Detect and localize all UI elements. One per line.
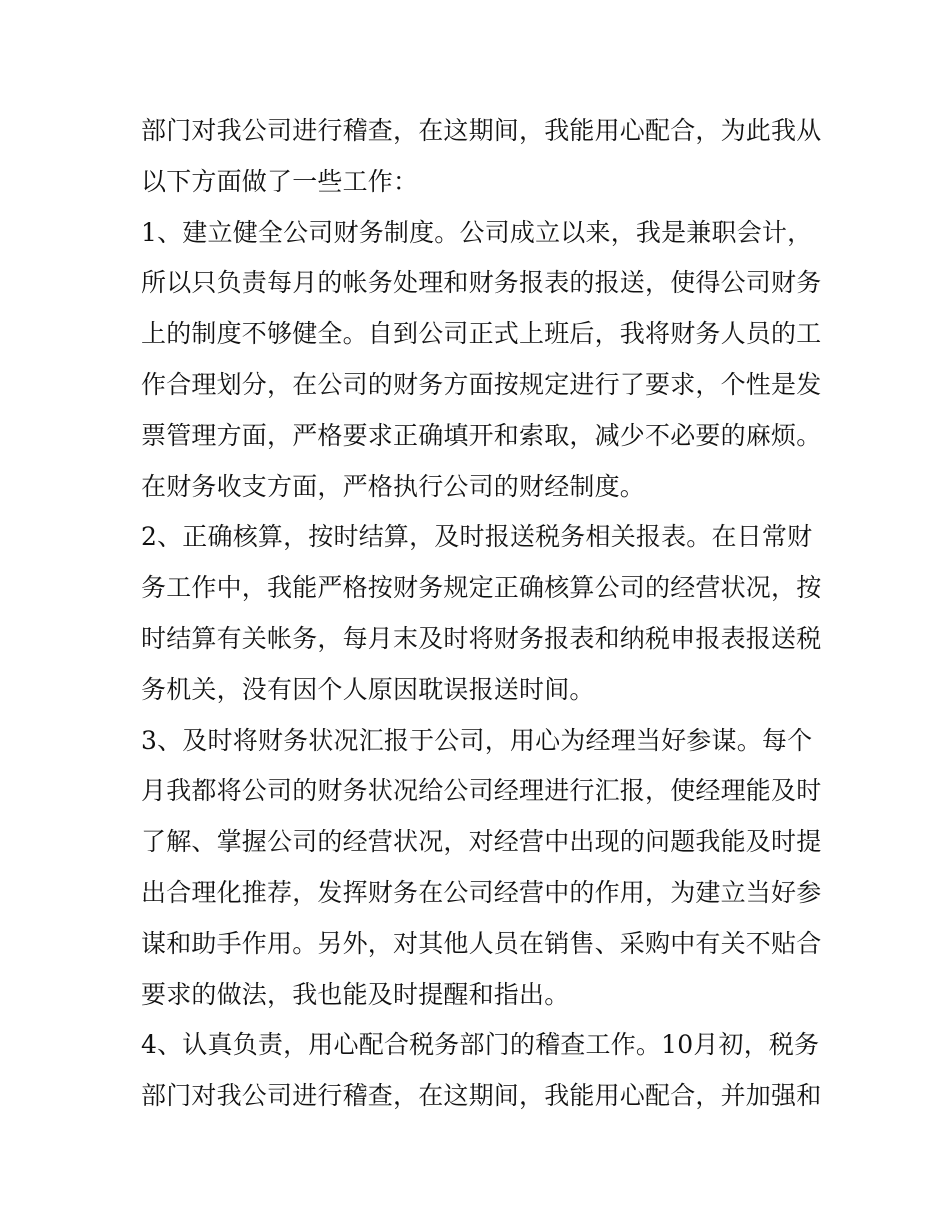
text-line: 月我都将公司的财务状况给公司经理进行汇报，使经理能及时 xyxy=(141,776,822,806)
text-line: 3、及时将财务状况汇报于公司，用心为经理当好参谋。每个 xyxy=(141,725,813,755)
document-body xyxy=(141,106,821,1122)
text-line: 作合理划分，在公司的财务方面按规定进行了要求，个性是发 xyxy=(141,369,822,399)
text-line: 部门对我公司进行稽查，在这期间，我能用心配合，为此我从 xyxy=(141,116,822,145)
text-line: 谋和助手作用。另外，对其他人员在销售、采购中有关不贴合 xyxy=(141,928,822,958)
text-line: 部门对我公司进行稽查，在这期间，我能用心配合，并加强和 xyxy=(141,1081,822,1111)
text-line: 时结算有关帐务，每月末及时将财务报表和纳税申报表报送税 xyxy=(141,623,822,653)
text-line: 要求的做法，我也能及时提醒和指出。 xyxy=(141,979,570,1009)
text-line: 1、建立健全公司财务制度。公司成立以来，我是兼职会计， xyxy=(141,217,813,247)
text-line: 了解、掌握公司的经营状况，对经营中出现的问题我能及时提 xyxy=(141,827,822,857)
text-line: 4、认真负责，用心配合税务部门的稽查工作。10月初，税务 xyxy=(141,1030,820,1060)
text-line: 所以只负责每月的帐务处理和财务报表的报送，使得公司财务 xyxy=(141,268,822,298)
text-line: 以下方面做了一些工作： xyxy=(141,166,419,196)
text-line: 务工作中，我能严格按财务规定正确核算公司的经营状况，按 xyxy=(141,573,822,603)
text-line: 上的制度不够健全。自到公司正式上班后，我将财务人员的工 xyxy=(141,319,822,349)
text-line: 在财务收支方面，严格执行公司的财经制度。 xyxy=(141,471,646,501)
text-line: 务机关，没有因个人原因耽误报送时间。 xyxy=(141,674,595,704)
text-line: 2、正确核算，按时结算，及时报送税务相关报表。在日常财 xyxy=(141,522,813,552)
text-line: 票管理方面，严格要求正确填开和索取，减少不必要的麻烦。 xyxy=(141,420,822,450)
text-line: 出合理化推荐，发挥财务在公司经营中的作用，为建立当好参 xyxy=(141,877,822,907)
